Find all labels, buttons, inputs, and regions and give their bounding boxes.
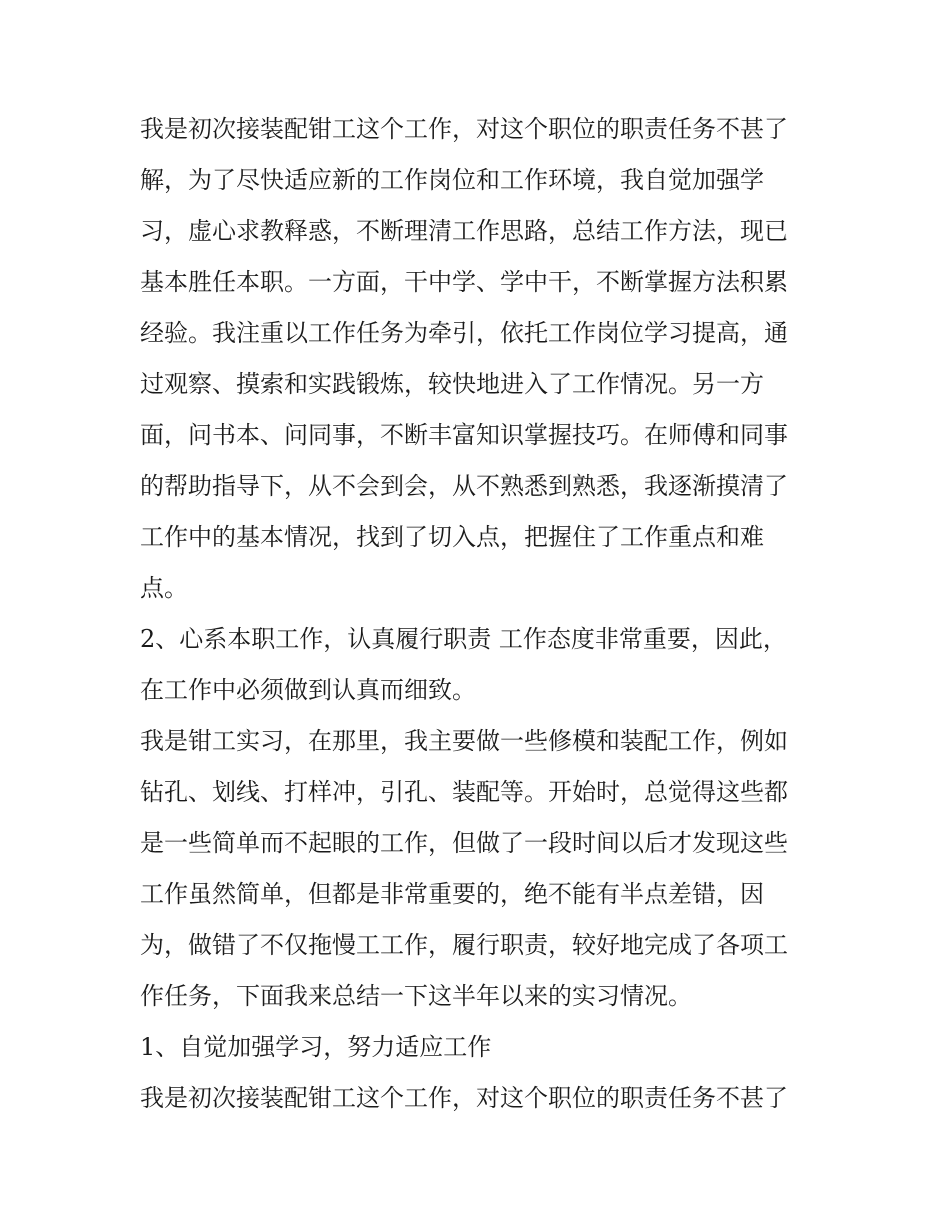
paragraph-3 — [140, 716, 816, 1022]
text-line: 我是初次接装配钳工这个工作，对这个职位的职责任务不甚了 — [140, 115, 788, 143]
text-line: 点。 — [140, 574, 188, 602]
text-line: 工作虽然简单，但都是非常重要的，绝不能有半点差错，因 — [140, 880, 764, 908]
text-line: 为，做错了不仅拖慢工工作，履行职责，较好地完成了各项工 — [140, 931, 788, 959]
text-line: 过观察、摸索和实践锻炼，较快地进入了工作情况。另一方 — [140, 370, 764, 398]
text-line: 的帮助指导下，从不会到会，从不熟悉到熟悉，我逐渐摸清了 — [140, 472, 788, 500]
text-line: 作任务，下面我来总结一下这半年以来的实习情况。 — [140, 982, 692, 1010]
document-body — [140, 104, 816, 1124]
text-line: 习，虚心求教释惑，不断理清工作思路，总结工作方法，现已 — [140, 217, 788, 245]
text-line: 工作中的基本情况，找到了切入点，把握住了工作重点和难 — [140, 523, 764, 551]
text-line: 钻孔、划线、打样冲，引孔、装配等。开始时，总觉得这些都 — [140, 778, 788, 806]
text-line: 在工作中必须做到认真而细致。 — [140, 676, 476, 704]
text-line: 基本胜任本职。一方面，干中学、学中干，不断掌握方法积累 — [140, 268, 788, 296]
text-line: 是一些简单而不起眼的工作，但做了一段时间以后才发现这些 — [140, 829, 788, 857]
text-line: 解，为了尽快适应新的工作岗位和工作环境，我自觉加强学 — [140, 166, 764, 194]
paragraph-1 — [140, 104, 816, 614]
text-line: 2、心系本职工作，认真履行职责 工作态度非常重要，因此， — [140, 625, 787, 653]
paragraph-4-heading — [140, 1022, 816, 1073]
text-line: 我是钳工实习，在那里，我主要做一些修模和装配工作，例如 — [140, 727, 788, 755]
text-line: 我是初次接装配钳工这个工作，对这个职位的职责任务不甚了 — [140, 1084, 788, 1112]
paragraph-2-heading — [140, 614, 816, 716]
text-line: 面，问书本、问同事，不断丰富知识掌握技巧。在师傅和同事 — [140, 421, 788, 449]
text-line: 1、自觉加强学习，努力适应工作 — [140, 1033, 492, 1061]
text-line: 经验。我注重以工作任务为牵引，依托工作岗位学习提高，通 — [140, 319, 788, 347]
paragraph-5 — [140, 1073, 816, 1124]
